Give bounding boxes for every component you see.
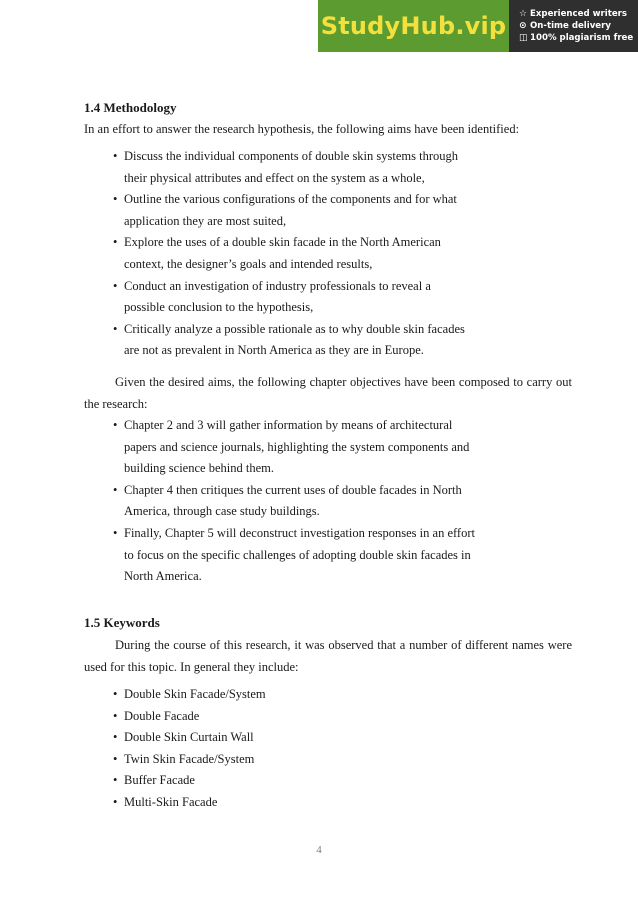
list-item-line: • Conduct an investigation of industry professionals to reveal a (124, 278, 431, 293)
list-item (113, 232, 465, 275)
section-heading-methodology: 1.4 Methodology (84, 100, 177, 115)
list-item-line: • Critically analyze a possible rationale as to why double skin facades (124, 321, 465, 336)
keyword-item: • Double Facade (113, 706, 266, 728)
list-item (113, 189, 465, 232)
banner-feature-text: On-time delivery (530, 21, 611, 31)
list-item-line: to focus on the specific challenges of adopting double skin facades in (124, 547, 471, 562)
list-item (113, 319, 465, 362)
keywords-intro: During the course of this research, it was observed that a number of different names were used for this topic. In general they include: (84, 638, 572, 674)
banner-feature (519, 8, 638, 20)
section-heading-keywords: 1.5 Keywords (84, 615, 160, 630)
keywords-list (113, 684, 266, 814)
shield-icon: ◫ (519, 33, 528, 43)
list-item-line: • Discuss the individual components of double skin systems through (124, 149, 459, 163)
banner-feature-text: 100% plagiarism free (530, 33, 634, 43)
banner-feature-text: Experienced writers (530, 9, 628, 19)
banner-feature (519, 32, 638, 44)
list-item (113, 480, 475, 523)
list-item-line: • Chapter 4 then critiques the current uses of double facades in North (124, 482, 462, 497)
list-item-line: • Outline the various configurations of the components and for what (124, 192, 457, 207)
star-icon: ☆ (519, 9, 528, 19)
keyword-item: • Twin Skin Facade/System (113, 749, 266, 771)
studyhub-logo[interactable]: StudyHub.vip (318, 0, 509, 52)
list-item-line: building science behind them. (124, 461, 274, 476)
banner-feature (519, 20, 638, 32)
list-item-line: North America. (124, 569, 202, 584)
keyword-item: • Buffer Facade (113, 770, 266, 792)
keyword-item: • Double Skin Curtain Wall (113, 727, 266, 749)
list-item-line: • Finally, Chapter 5 will deconstruct investigation responses in an effort (124, 525, 475, 540)
objectives-list (113, 415, 475, 588)
aims-list (113, 146, 465, 362)
objectives-intro: Given the desired aims, the following chapter objectives have been composed to carry out the research: (84, 375, 572, 411)
list-item (113, 523, 475, 588)
list-item (113, 415, 475, 480)
keyword-item: • Double Skin Facade/System (113, 684, 266, 706)
list-item (113, 146, 465, 189)
list-item-line: America, through case study buildings. (124, 504, 320, 519)
methodology-intro: In an effort to answer the research hypothesis, the following aims have been identified: (84, 122, 520, 136)
list-item-line: context, the designer’s goals and intended results, (124, 256, 373, 271)
list-item-line: • Chapter 2 and 3 will gather information by means of architectural (124, 418, 453, 432)
list-item-line: • Explore the uses of a double skin facade in the North American (124, 235, 441, 250)
banner-features (509, 8, 638, 44)
list-item-line: possible conclusion to the hypothesis, (124, 300, 314, 315)
list-item-line: their physical attributes and effect on the system as a whole, (124, 170, 425, 185)
keyword-item: • Multi-Skin Facade (113, 792, 266, 814)
studyhub-banner[interactable] (318, 0, 638, 52)
list-item-line: application they are most suited, (124, 213, 287, 228)
list-item (113, 276, 465, 319)
list-item-line: are not as prevalent in North America as they are in Europe. (124, 343, 424, 358)
clock-icon: ⊙ (519, 21, 527, 31)
page-number: 4 (316, 844, 322, 856)
list-item-line: papers and science journals, highlighting the system components and (124, 439, 470, 454)
